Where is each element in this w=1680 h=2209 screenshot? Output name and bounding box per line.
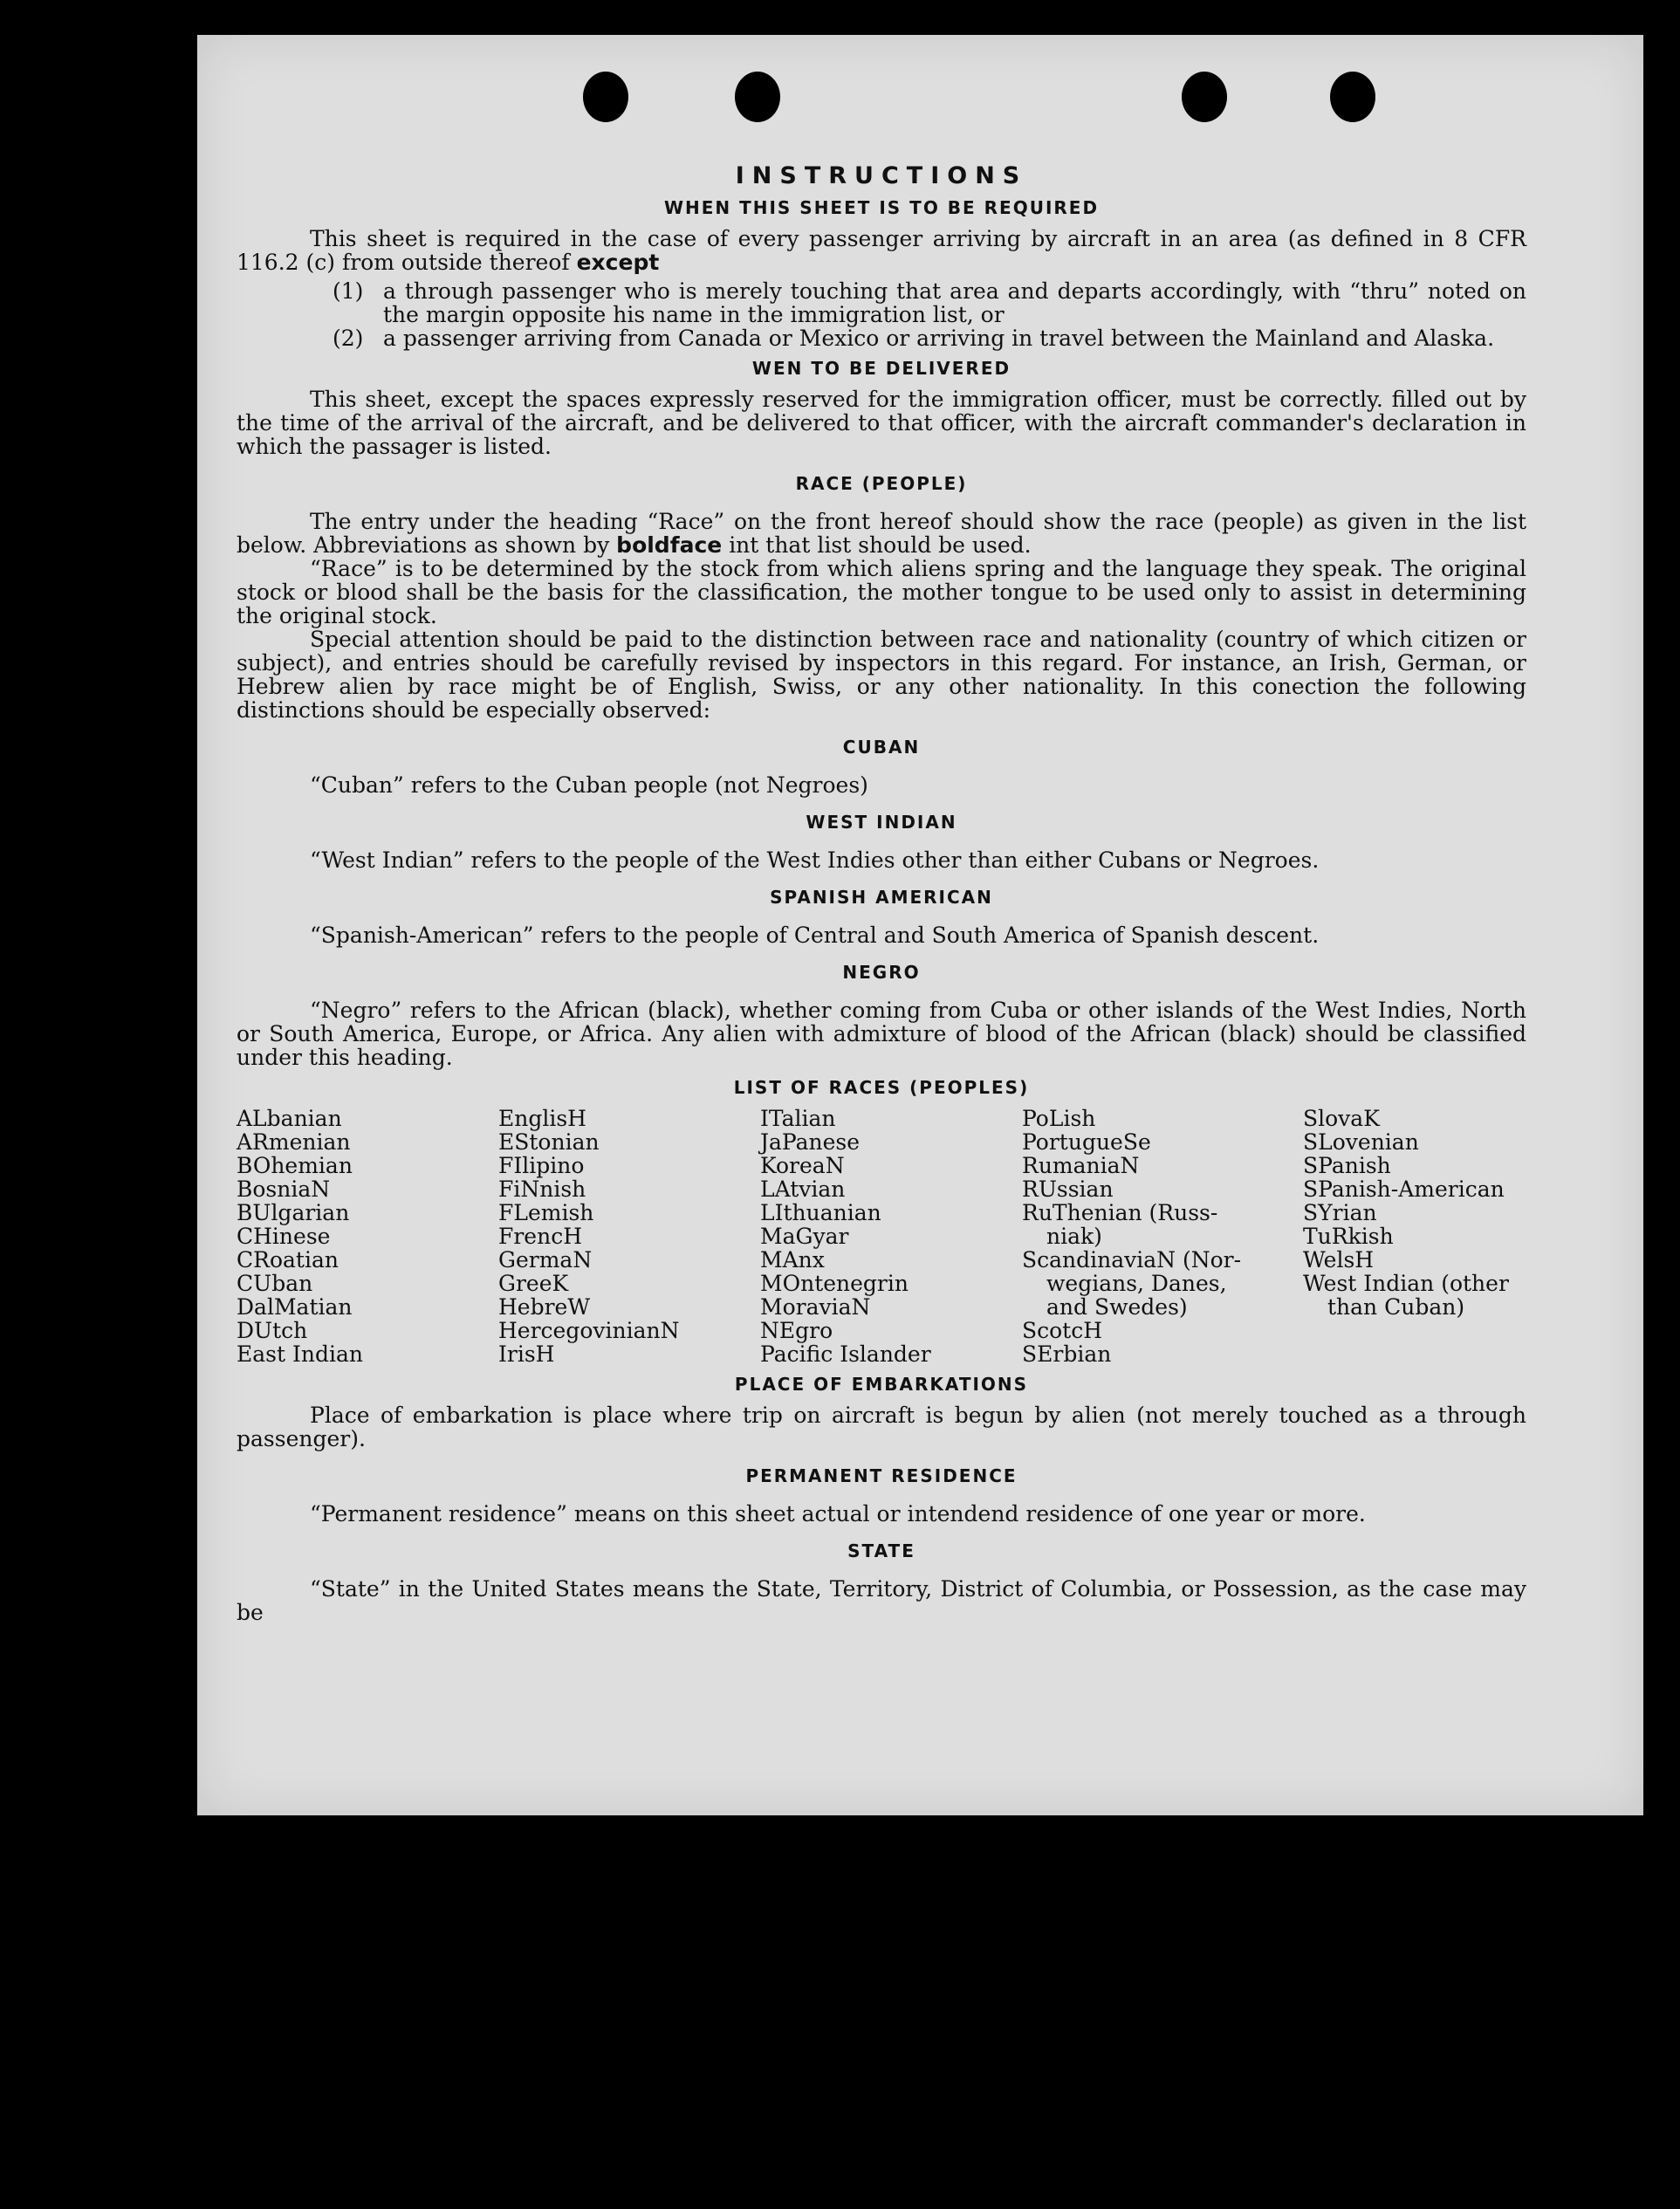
race-text-a: The entry under the heading “Race” on the front hereof should show the race (people) as given in the list below. Abbreviations as shown by xyxy=(237,509,1526,558)
list-item: CRoatian xyxy=(237,1247,339,1273)
section-heading-west-indian: WEST INDIAN xyxy=(806,812,957,833)
list-item: NEgro xyxy=(760,1318,833,1343)
race-text-b: int that list should be used. xyxy=(729,532,1032,558)
required-keyword: except xyxy=(576,250,660,275)
list-item: RumaniaN xyxy=(1022,1153,1140,1178)
races-column xyxy=(1303,1107,1526,1366)
section-heading-residence: PERMANENT RESIDENCE xyxy=(745,1465,1018,1486)
list-item: PortugueSe xyxy=(1022,1129,1151,1155)
list-item: TuRkish xyxy=(1303,1224,1394,1249)
races-column xyxy=(1022,1107,1303,1366)
list-item: EnglisH xyxy=(498,1106,586,1131)
punch-hole xyxy=(735,72,780,122)
section-heading-spanish-american: SPANISH AMERICAN xyxy=(770,887,993,908)
section-heading-required: WHEN THIS SHEET IS TO BE REQUIRED xyxy=(663,197,1100,218)
list-item: SYrian xyxy=(1303,1200,1377,1225)
races-column xyxy=(498,1107,760,1366)
west-indian-text: “West Indian” refers to the people of the West Indies other than either Cubans or Negroes. xyxy=(310,847,1320,873)
list-item: FiNnish xyxy=(498,1177,586,1202)
list-item: GermaN xyxy=(498,1247,593,1273)
list-item: ALbanian xyxy=(237,1106,342,1131)
required-intro xyxy=(237,227,1526,274)
instruction-sheet xyxy=(197,35,1643,1815)
list-item: ScotcH xyxy=(1022,1318,1103,1343)
punch-hole xyxy=(1330,72,1375,122)
race-paragraph: “Race” is to be determined by the stock from which aliens spring and the language they speak. The original stock or blood shall be the basis for the classification, the mother tongue to be used only to assist in determining the original stock. xyxy=(237,556,1526,628)
list-item: LIthuanian xyxy=(760,1200,881,1225)
item-text: a through passenger who is merely touching that area and departs accordingly, with “thru” noted on the margin opposite his name in the immigration list, or xyxy=(383,278,1526,327)
list-item: LAtvian xyxy=(760,1177,846,1202)
list-item: EStonian xyxy=(498,1129,600,1155)
list-item: ScandinaviaN (Nor- xyxy=(1022,1247,1242,1273)
item-number: (1) xyxy=(333,278,364,304)
list-item: FIlipino xyxy=(498,1153,585,1178)
list-item: PoLish xyxy=(1022,1106,1096,1131)
race-keyword: boldface xyxy=(616,532,723,558)
list-item: ARmenian xyxy=(237,1129,351,1155)
residence-text: “Permanent residence” means on this sheet actual or intendend residence of one year or more. xyxy=(310,1501,1366,1526)
list-item: FrencH xyxy=(498,1224,582,1249)
list-item: HebreW xyxy=(498,1294,591,1320)
cuban-text: “Cuban” refers to the Cuban people (not Negroes) xyxy=(310,772,868,798)
list-item xyxy=(333,279,1526,326)
list-item: BosniaN xyxy=(237,1177,331,1202)
list-item: Pacific Islander xyxy=(760,1341,931,1367)
section-heading-cuban: CUBAN xyxy=(842,737,921,758)
negro-text: “Negro” refers to the African (black), whether coming from Cuba or other islands of the West Indies, North or South America, Europe, or Africa. Any alien with admixture of blood of the African (black) should be classified under this heading. xyxy=(237,998,1526,1070)
list-item: niak) xyxy=(1046,1224,1102,1249)
race-paragraph: Special attention should be paid to the distinction between race and nationality (country of which citizen or subject), and entries should be carefully revised by inspectors in this regard. For instance, an Irish, German, or Hebrew alien by race might be of English, Swiss, or any other nationality. In this conection the following distinctions should be especially observed: xyxy=(237,627,1526,723)
list-item: wegians, Danes, xyxy=(1046,1271,1227,1296)
punch-hole xyxy=(1182,72,1227,122)
list-item: SLovenian xyxy=(1303,1129,1419,1155)
race-paragraph xyxy=(237,510,1526,557)
item-text: a passenger arriving from Canada or Mexico or arriving in travel between the Mainland and Alaska. xyxy=(383,326,1495,351)
section-heading-state: STATE xyxy=(847,1540,915,1561)
delivered-text: This sheet, except the spaces expressly reserved for the immigration officer, must be correctly. filled out by the time of the arrival of the aircraft, and be delivered to that officer, with the aircraft commander's declaration in which the passager is listed. xyxy=(237,387,1526,459)
required-intro-text: This sheet is required in the case of every passenger arriving by aircraft in an area (as defined in 8 CFR 116.2 (c) from outside thereof xyxy=(237,226,1526,275)
list-item: GreeK xyxy=(498,1271,569,1296)
list-item: WelsH xyxy=(1303,1247,1375,1273)
list-item: SPanish-American xyxy=(1303,1177,1505,1202)
list-item: FLemish xyxy=(498,1200,594,1225)
list-item: East Indian xyxy=(237,1341,363,1367)
section-heading-race: RACE (PEOPLE) xyxy=(795,473,968,494)
races-column xyxy=(237,1107,498,1366)
races-column xyxy=(760,1107,1022,1366)
section-heading-delivered: WEN TO BE DELIVERED xyxy=(751,358,1011,379)
list-item: IrisH xyxy=(498,1341,555,1367)
list-item: CHinese xyxy=(237,1224,331,1249)
embarkation-text: Place of embarkation is place where trip on aircraft is begun by alien (not merely touched as a through passenger). xyxy=(237,1403,1526,1451)
list-item: DalMatian xyxy=(237,1294,353,1320)
list-item: MaGyar xyxy=(760,1224,849,1249)
list-item: SPanish xyxy=(1303,1153,1391,1178)
punch-hole xyxy=(583,72,628,122)
list-item: HercegovinianN xyxy=(498,1318,680,1343)
list-item: SlovaK xyxy=(1303,1106,1380,1131)
list-item: KoreaN xyxy=(760,1153,845,1178)
section-heading-races: LIST OF RACES (PEOPLES) xyxy=(733,1077,1030,1098)
document-body xyxy=(237,164,1526,1624)
list-item: JaPanese xyxy=(760,1129,861,1155)
list-item xyxy=(333,326,1526,350)
list-item: BUlgarian xyxy=(237,1200,350,1225)
list-item: RuThenian (Russ- xyxy=(1022,1200,1218,1225)
item-number: (2) xyxy=(333,326,364,351)
races-list xyxy=(237,1107,1526,1366)
list-item: MoraviaN xyxy=(760,1294,871,1320)
list-item: SErbian xyxy=(1022,1341,1112,1367)
list-item: ITalian xyxy=(760,1106,836,1131)
state-text: “State” in the United States means the State, Territory, District of Columbia, or Possession, as the case may be xyxy=(237,1576,1526,1625)
section-heading-negro: NEGRO xyxy=(842,962,921,983)
list-item: BOhemian xyxy=(237,1153,353,1178)
list-item: RUssian xyxy=(1022,1177,1114,1202)
document-title: INSTRUCTIONS xyxy=(735,162,1028,189)
list-item: MOntenegrin xyxy=(760,1271,909,1296)
section-heading-embarkation: PLACE OF EMBARKATIONS xyxy=(734,1374,1029,1395)
list-item: West Indian (other xyxy=(1303,1271,1509,1296)
list-item: CUban xyxy=(237,1271,313,1296)
list-item: and Swedes) xyxy=(1046,1294,1188,1320)
list-item: MAnx xyxy=(760,1247,825,1273)
list-item: than Cuban) xyxy=(1327,1294,1465,1320)
spanish-american-text: “Spanish-American” refers to the people of Central and South America of Spanish descent. xyxy=(310,923,1320,948)
list-item: DUtch xyxy=(237,1318,308,1343)
